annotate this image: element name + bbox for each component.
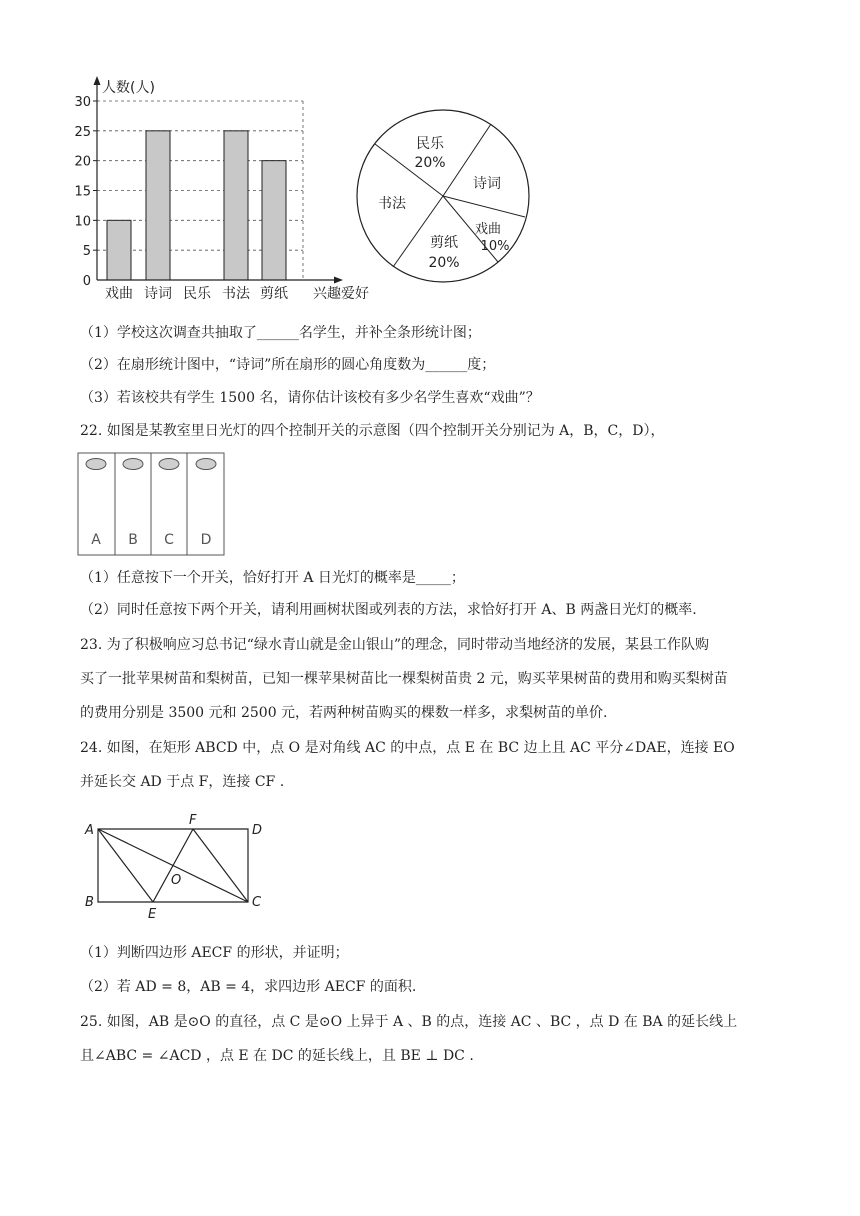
point-b-label: B bbox=[85, 895, 94, 910]
switch-b-knob bbox=[123, 459, 143, 470]
q24-part2: （2）若 AD = 8，AB = 4，求四边形 AECF 的面积. bbox=[80, 979, 417, 995]
switch-panel bbox=[77, 452, 227, 558]
segment-ae bbox=[98, 829, 153, 902]
point-o-label: O bbox=[171, 873, 182, 888]
switch-c-label: C bbox=[164, 532, 174, 548]
bar-chart bbox=[70, 72, 370, 308]
y-axis-arrow bbox=[94, 76, 101, 85]
bar-4 bbox=[262, 161, 286, 280]
category-label: 书法 bbox=[222, 286, 250, 302]
y-axis-label: 人数(人) bbox=[102, 80, 155, 96]
x-axis-arrow bbox=[334, 277, 343, 284]
bar-1 bbox=[146, 131, 170, 280]
y-tick-label: 25 bbox=[74, 124, 91, 140]
y-tick-label: 5 bbox=[82, 244, 91, 260]
q21-part2: （2）在扇形统计图中，“诗词”所在扇形的圆心角度数为______度； bbox=[80, 357, 496, 373]
y-tick-label: 15 bbox=[74, 184, 91, 200]
y-tick-label: 10 bbox=[74, 214, 91, 230]
y-tick-label: 30 bbox=[74, 95, 91, 110]
pie-pct-jianzhi: 20% bbox=[428, 255, 460, 271]
category-label: 戏曲 bbox=[105, 286, 133, 302]
y-tick-label: 0 bbox=[82, 274, 91, 289]
switch-c-knob bbox=[159, 459, 179, 470]
q22-part2: （2）同时任意按下两个开关，请利用画树状图或列表的方法，求恰好打开 A、B 两盏日光灯的概率. bbox=[80, 602, 697, 618]
switch-d-knob bbox=[196, 459, 216, 470]
rectangle-figure bbox=[80, 810, 270, 922]
q22-part1: （1）任意按下一个开关，恰好打开 A 日光灯的概率是_____； bbox=[80, 570, 465, 586]
q22-stem: 22. 如图是某教室里日光灯的四个控制开关的示意图（四个控制开关分别记为 A，B，C，D）， bbox=[80, 423, 665, 439]
point-c-label: C bbox=[252, 895, 262, 910]
pie-pct-xiqu: 10% bbox=[480, 239, 510, 254]
q23-line1: 23. 为了积极响应习总书记“绿水青山就是金山银山”的理念，同时带动当地经济的发展，某县工作队购 bbox=[80, 637, 710, 653]
q24-part1: （1）判断四边形 AECF 的形状，并证明； bbox=[80, 945, 349, 961]
category-label: 诗词 bbox=[144, 286, 172, 302]
switch-d-label: D bbox=[200, 532, 212, 548]
bar-3 bbox=[224, 131, 248, 280]
pie-pct-minyue: 20% bbox=[414, 155, 446, 171]
switch-a-label: A bbox=[91, 532, 101, 548]
switch-a-knob bbox=[86, 459, 106, 470]
segment-fc bbox=[193, 829, 248, 902]
point-f-label: F bbox=[189, 813, 197, 828]
pie-chart bbox=[350, 104, 536, 288]
pie-label-jianzhi: 剪纸 bbox=[430, 235, 458, 251]
x-axis-label: 兴趣爱好 bbox=[313, 286, 369, 302]
segment-ef bbox=[153, 829, 193, 902]
point-d-label: D bbox=[252, 823, 263, 838]
point-a-label: A bbox=[85, 823, 94, 838]
pie-label-minyue: 民乐 bbox=[416, 136, 444, 152]
q21-part1: （1）学校这次调查共抽取了______名学生，并补全条形统计图； bbox=[80, 325, 481, 341]
category-label: 民乐 bbox=[183, 286, 211, 302]
q25-line2: 且∠ABC = ∠ACD ，点 E 在 DC 的延长线上，且 BE ⊥ DC . bbox=[80, 1048, 474, 1064]
bar-0 bbox=[107, 220, 131, 280]
q24-line1: 24. 如图，在矩形 ABCD 中，点 O 是对角线 AC 的中点，点 E 在 BC 边上且 AC 平分∠DAE，连接 EO bbox=[80, 740, 735, 756]
pie-label-shici: 诗词 bbox=[473, 176, 501, 192]
q21-part3: （3）若该校共有学生 1500 名，请你估计该校有多少名学生喜欢“戏曲”？ bbox=[80, 390, 540, 406]
q23-line2: 买了一批苹果树苗和梨树苗，已知一棵苹果树苗比一棵梨树苗贵 2 元，购买苹果树苗的费用和购买梨树苗 bbox=[80, 671, 728, 687]
pie-label-xiqu: 戏曲 bbox=[474, 222, 502, 237]
q25-line1: 25. 如图，AB 是⊙O 的直径，点 C 是⊙O 上异于 A 、B 的点，连接 AC 、BC ，点 D 在 BA 的延长线上 bbox=[80, 1014, 738, 1030]
q23-line3: 的费用分别是 3500 元和 2500 元，若两种树苗购买的棵数一样多，求梨树苗的单价. bbox=[80, 705, 608, 721]
category-label: 剪纸 bbox=[260, 286, 288, 302]
q24-line2: 并延长交 AD 于点 F，连接 CF . bbox=[80, 774, 285, 790]
point-e-label: E bbox=[148, 907, 157, 922]
switch-b-label: B bbox=[128, 532, 138, 548]
y-tick-label: 20 bbox=[74, 154, 91, 170]
pie-label-shufa: 书法 bbox=[378, 196, 406, 212]
